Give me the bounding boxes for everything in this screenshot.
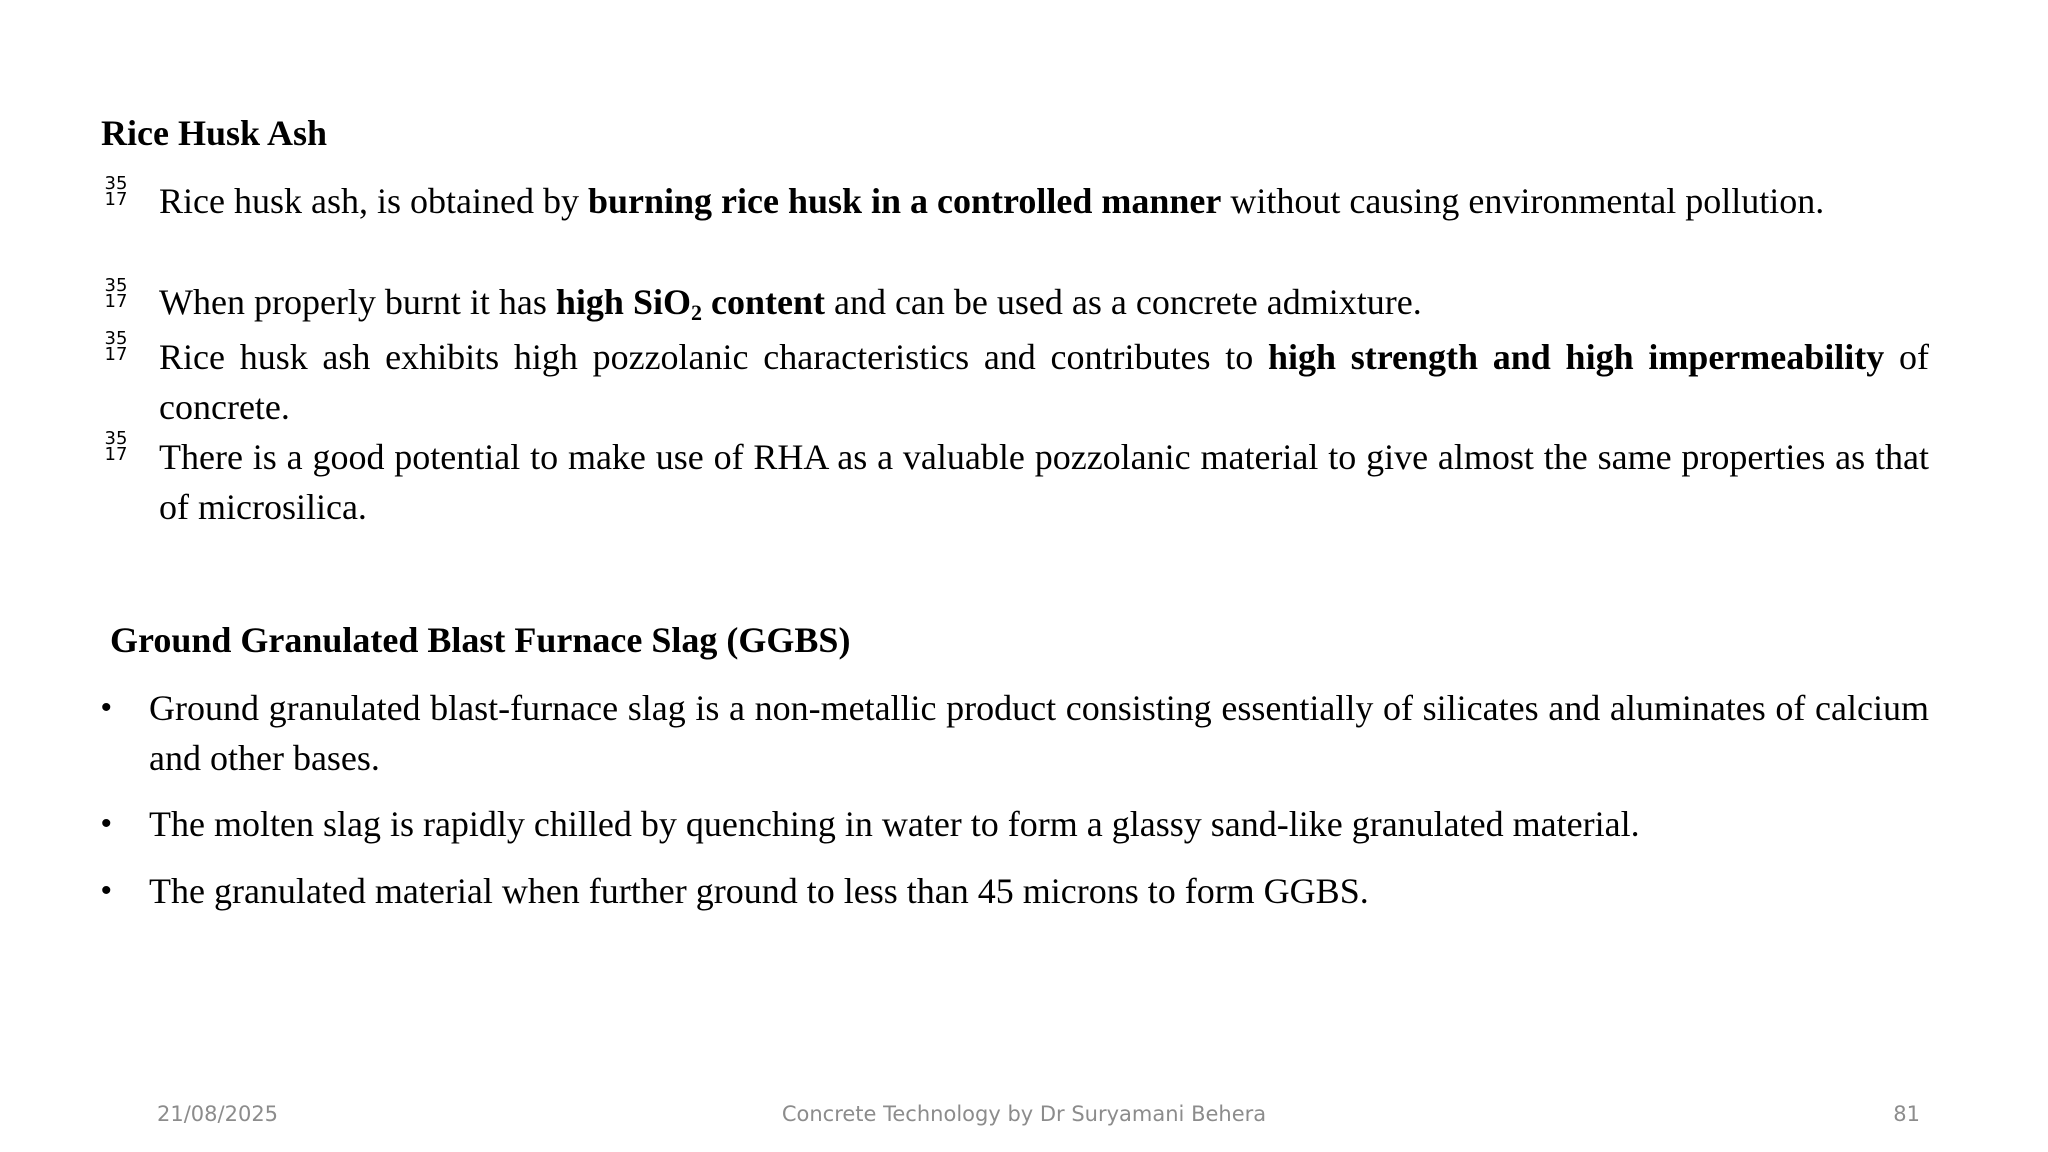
list-item: Rice husk ash exhibits high pozzolanic characteristics and contributes to high strength and high impermeability of concrete.	[159, 337, 1929, 427]
list-item: Ground granulated blast-furnace slag is a non-metallic product consisting essentially of silicates and aluminates of calcium and other bases.	[149, 688, 1929, 778]
list-item: Rice husk ash, is obtained by burning rice husk in a controlled manner without causing environmental pollution.	[159, 181, 1825, 221]
section-title-ggbs: Ground Granulated Blast Furnace Slag (GGBS)	[110, 620, 851, 660]
list-item: The granulated material when further ground to less than 45 microns to form GGBS.	[149, 871, 1369, 911]
list-item: The molten slag is rapidly chilled by quenching in water to form a glassy sand-like granulated material.	[149, 804, 1640, 844]
bullet-marker: 35 17	[104, 275, 128, 312]
section-title-rice-husk-ash: Rice Husk Ash	[101, 113, 328, 153]
footer-title: Concrete Technology by Dr Suryamani Behera	[781, 1102, 1267, 1126]
bullet-marker: 35 17	[104, 428, 128, 465]
footer-date: 21/08/2025	[157, 1102, 279, 1126]
page-number: 81	[1893, 1102, 1920, 1126]
bullet-dot: •	[101, 807, 112, 840]
bullet-marker: 35 17	[104, 173, 128, 210]
list-item: When properly burnt it has high SiO$_2$ content and can be used as a concrete admixture.	[159, 282, 1422, 325]
bullet-marker: 35 17	[104, 328, 128, 365]
bullet-dot: •	[101, 691, 112, 724]
list-item: There is a good potential to make use of RHA as a valuable pozzolanic material to give almost the same properties as that of microsilica.	[159, 437, 1929, 527]
bullet-dot: •	[101, 874, 112, 907]
